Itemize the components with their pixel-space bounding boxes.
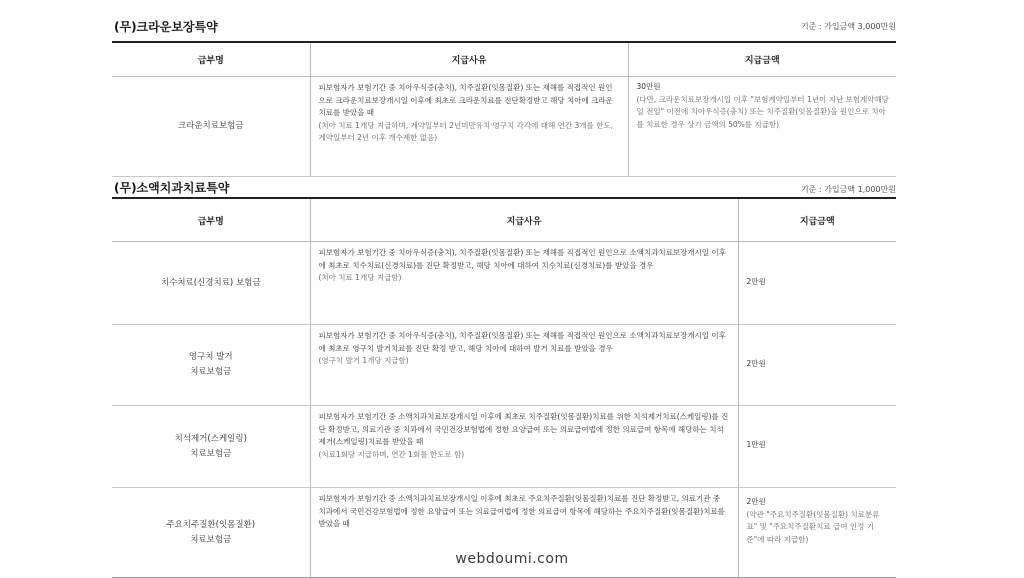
reason-text: 피보험자가 보험기간 중 치아우식증(충치), 치주질환(잇몸질환) 또는 재해를 직접적인 원인으로 크라운치료보장개시일 이후에 최초로 크라운치료를 진단확정받고 해당 치아에 크라운치료를 받았을 때	[318, 83, 613, 117]
header-payment-reason: 지급사유	[310, 42, 628, 77]
table-row	[112, 77, 896, 177]
section1-basis: 기준 : 가입금액 3,000만원	[800, 22, 896, 31]
payment-amount	[738, 325, 896, 406]
benefit-name: 크라운치료보험금	[112, 77, 310, 177]
section2-title: (무)소액치과치료특약	[114, 181, 230, 195]
reason-text: 피보험자가 보험기간 중 소액치과치료보장개시일 이후에 최초로 주요치주질환(잇몸질환)치료를 진단 확정받고, 의료기관 중 치과에서 국민건강보험법에 정한 요양급여 또는 의료급여법에 정한 의료급여 항목에 해당하는 주요치주질환(잇몸질환)치료를 받았을 때	[318, 494, 725, 528]
amount-value: 2만원	[746, 358, 766, 368]
reason-note: (치료1회당 지급하며, 연간 1회를 한도로 함)	[318, 449, 465, 459]
reason-note: (치아 치료 1개당 지급하며, 계약일부터 2년미만유치·영구치 각각에 대해 연간 3개를 한도, 계약일부터 2년 이후 개수제한 없음)	[318, 120, 614, 142]
amount-value: 2만원	[746, 497, 766, 506]
reason-text: 피보험자가 보험기간 중 소액치과치료보장개시일 이후에 최초로 치주질환(잇몸질환)치료를 위한 치석제거치료(스케일링)를 진단 확정받고, 의료기관 중 치과에서 국민건강보험법에 정한 요양급여 또는 의료급여법에 정한 의료급여 항목에 해당하는 치석제거(스케일링)치료를 받았을 때	[318, 412, 729, 446]
benefit-name-line2: 치료보험금	[190, 534, 232, 545]
payment-amount	[738, 242, 896, 325]
benefit-name	[112, 242, 310, 325]
benefit-name-line1: 주요치주질환(잇몸질환)	[166, 519, 256, 530]
amount-value: 30만원	[636, 82, 661, 91]
header-benefit-name: 급부명	[112, 198, 310, 242]
reason-text: 피보험자가 보험기간 중 치아우식증(충치), 치주질환(잇몸질환) 또는 재해를 직접적인 원인으로 소액치과치료보장개시일 이후에 최초로 치수치료(신경치료)를 진단 확정받고, 해당 치아에 대하여 치수치료(신경치료)를 받았을 경우	[318, 248, 726, 270]
site-watermark: webdoumi.com	[455, 551, 569, 567]
table-row	[112, 325, 896, 406]
benefit-name	[112, 325, 310, 406]
section1-title: (무)크라운보장특약	[114, 20, 218, 34]
benefit-name-line1: 영구치 발거	[188, 352, 233, 362]
benefit-name-line2: 치료보험금	[190, 448, 232, 459]
payment-reason	[310, 242, 738, 325]
table-row	[112, 242, 896, 325]
payment-amount	[738, 406, 896, 488]
payment-reason	[310, 325, 738, 406]
benefit-name-line1: 치석제거(스케일링)	[174, 433, 247, 444]
reason-note: (영구치 발거 1개당 지급함)	[318, 356, 409, 365]
section2-table	[112, 197, 896, 578]
payment-reason	[310, 406, 738, 488]
benefit-name-line2: 치료보험금	[190, 367, 232, 377]
header-benefit-name: 급부명	[112, 42, 310, 77]
benefit-name-line1: 치수치료(신경치료) 보험금	[160, 277, 261, 288]
section2-basis: 기준 : 가입금액 1,000만원	[800, 185, 896, 194]
amount-note: (약관 "주요치주질환(잇몸질환) 치료분류표" 및 "주요치주질환치료 급여 인정 기준"에 따라 지급함)	[746, 509, 880, 544]
header-payment-amount: 지급금액	[628, 42, 896, 77]
section1-table	[112, 41, 896, 177]
amount-value: 2만원	[746, 276, 766, 286]
payment-amount	[628, 77, 896, 177]
header-payment-reason: 지급사유	[310, 198, 738, 242]
reason-note: (치아 치료 1개당 지급함)	[318, 273, 402, 282]
table-row	[112, 406, 896, 488]
header-payment-amount: 지급금액	[738, 198, 896, 242]
amount-note: (다만, 크라운치료보장개시일 이후 "보험계약일부터 1년이 지난 보험계약해당일 전일" 이전에 치아우식증(충치) 또는 치주질환(잇몸질환)을 원인으로 치아를 치료한 경우 상기 금액의 50%를 지급함)	[636, 94, 889, 129]
payment-reason	[310, 77, 628, 177]
benefit-name	[112, 406, 310, 488]
amount-value: 1만원	[746, 440, 766, 450]
reason-text: 피보험자가 보험기간 중 치아우식증(충치), 치주질환(잇몸질환) 또는 재해를 직접적인 원인으로 소액치과치료보장개시일 이후에 최초로 영구치 발거치료를 진단 확정 받고, 해당 치아에 대하여 발거 치료를 받았을 경우	[318, 331, 726, 353]
